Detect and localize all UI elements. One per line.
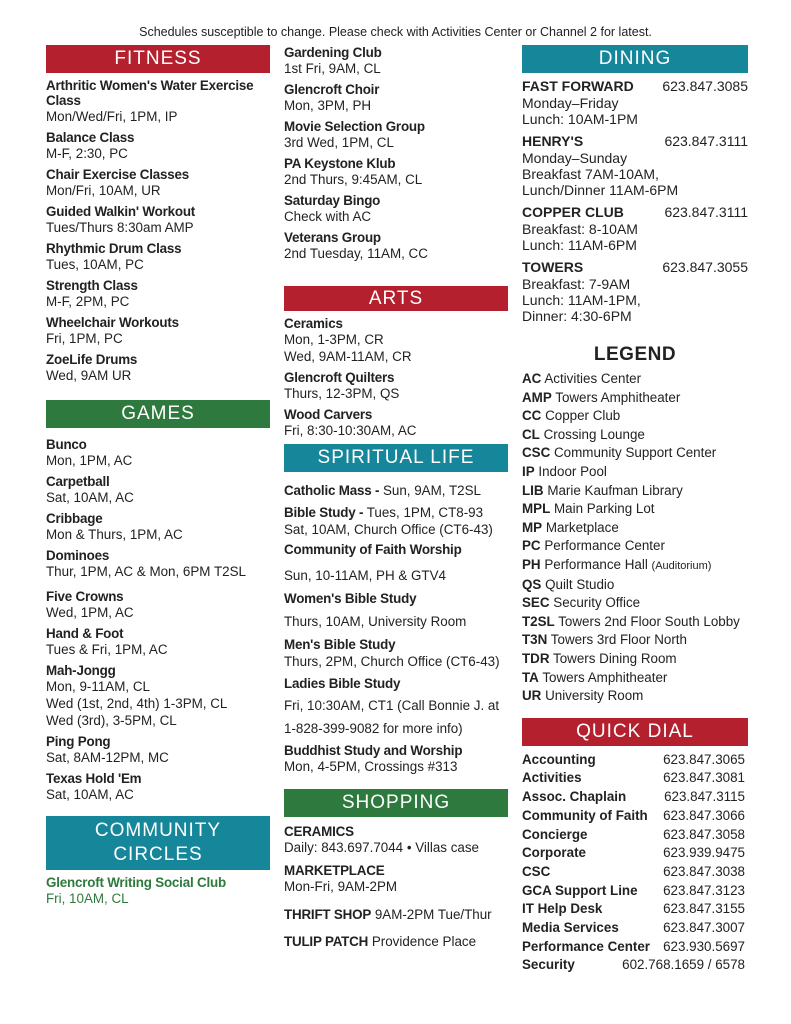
list-item	[46, 474, 270, 506]
legend-note: (Auditorium)	[651, 559, 712, 572]
legend-code: PC	[522, 538, 541, 554]
item-detail: Wed, 1PM, AC	[46, 605, 134, 620]
legend-code: T2SL	[522, 613, 555, 629]
item-title: Gardening Club	[284, 45, 382, 60]
item-detail: Tues, 1PM, CT8-93	[366, 505, 484, 520]
venue-hours: Dinner: 4:30-6PM	[522, 308, 632, 324]
legend-code: CC	[522, 408, 542, 424]
list-item	[284, 637, 508, 672]
item-detail: Fri, 10:30AM, CT1 (Call Bonnie J. at	[284, 698, 500, 713]
item-detail: Providence Place	[371, 934, 477, 949]
venue-phone: 623.847.3111	[664, 133, 748, 149]
dining-header: DINING	[522, 45, 748, 73]
list-item	[284, 156, 508, 188]
item-title: Guided Walkin' Workout	[46, 204, 196, 219]
quickdial-phone: 623.847.3038	[663, 863, 745, 879]
item-title: Veterans Group	[284, 230, 381, 245]
item-title: ZoeLife Drums	[46, 352, 138, 367]
quickdial-name: Accounting	[522, 751, 596, 767]
list-item	[46, 241, 270, 273]
venue-hours: Breakfast: 8-10AM	[522, 221, 638, 237]
quickdial-phone: 623.847.3155	[663, 901, 745, 917]
list-item	[284, 482, 508, 499]
legend-code: AC	[522, 371, 542, 386]
legend-entry	[522, 407, 748, 426]
item-detail: Mon/Fri, 10AM, UR	[46, 183, 161, 198]
quickdial-entry	[522, 938, 748, 957]
legend-label: Towers 2nd Floor South Lobby	[558, 613, 740, 629]
legend-code: SEC	[522, 595, 550, 611]
list-item	[284, 824, 508, 857]
item-title: Wheelchair Workouts	[46, 315, 179, 330]
column-left	[46, 45, 270, 907]
item-detail: Sun, 9AM, T2SL	[382, 483, 481, 498]
item-title: Balance Class	[46, 130, 135, 145]
item-title: THRIFT SHOP	[284, 907, 372, 922]
list-item	[46, 875, 270, 907]
item-title: TULIP PATCH	[284, 934, 369, 949]
item-title: Rhythmic Drum Class	[46, 241, 182, 256]
fitness-header: FITNESS	[46, 45, 270, 73]
item-title: Wood Carvers	[284, 407, 373, 422]
quickdial-list	[522, 751, 748, 975]
games-list	[46, 437, 270, 803]
spiritual-header: SPIRITUAL LIFE	[284, 444, 508, 472]
list-item	[46, 771, 270, 803]
venue-hours: Lunch: 10AM-1PM	[522, 111, 638, 127]
quickdial-phone: 623.847.3081	[663, 770, 745, 786]
community-header	[46, 816, 270, 870]
venue-phone: 623.847.3111	[664, 204, 748, 220]
quickdial-phone: 623.847.3066	[663, 807, 745, 823]
venue-name: COPPER CLUB	[522, 204, 624, 220]
legend-title: LEGEND	[593, 344, 677, 365]
item-detail: 1-828-399-9082 for more info)	[284, 721, 463, 736]
quickdial-entry	[522, 769, 748, 788]
list-item	[46, 548, 270, 580]
item-title: MARKETPLACE	[284, 863, 385, 878]
fitness-list	[46, 78, 270, 384]
quickdial-phone: 623.930.5697	[663, 938, 745, 954]
quickdial-name: Assoc. Chaplain	[522, 789, 627, 805]
dining-venue	[522, 132, 748, 198]
shopping-list	[284, 824, 508, 951]
item-title: Saturday Bingo	[284, 193, 381, 208]
legend-label: Performance Hall	[544, 556, 648, 572]
legend-label: Marketplace	[545, 519, 619, 535]
item-detail: Fri, 10AM, CL	[46, 891, 129, 906]
item-title: PA Keystone Klub	[284, 156, 396, 171]
item-detail: Mon, 9-11AM, CL	[46, 679, 150, 694]
quickdial-phone: 623.847.3007	[663, 920, 745, 936]
quickdial-name: Security	[522, 957, 575, 973]
legend-label: Main Parking Lot	[554, 501, 655, 517]
item-detail: Mon, 4-5PM, Crossings #313	[284, 759, 458, 774]
quickdial-entry	[522, 807, 748, 826]
list-item	[284, 45, 508, 77]
legend-label: Towers Dining Room	[553, 650, 677, 666]
item-detail: Mon, 3PM, PH	[284, 98, 372, 113]
games-header: GAMES	[46, 400, 270, 428]
legend-entry	[522, 650, 748, 669]
shopping-header: SHOPPING	[284, 789, 508, 817]
legend-code: QS	[522, 576, 542, 592]
item-title: Carpetball	[46, 474, 110, 489]
quickdial-name: Corporate	[522, 845, 586, 861]
legend-entry	[522, 444, 748, 463]
venue-phone: 623.847.3055	[662, 259, 748, 275]
quickdial-name: GCA Support Line	[522, 882, 638, 898]
legend-code: IP	[522, 463, 535, 479]
legend-entry	[522, 463, 748, 482]
quickdial-header: QUICK DIAL	[522, 718, 748, 746]
dining-venue	[522, 77, 748, 127]
list-item	[284, 743, 508, 776]
venue-hours: Breakfast: 7-9AM	[522, 276, 631, 292]
item-detail: Wed (3rd), 3-5PM, CL	[46, 713, 177, 728]
legend-entry	[522, 500, 748, 519]
list-item	[284, 370, 508, 402]
list-item	[46, 204, 270, 236]
item-title: Glencroft Writing Social Club	[46, 875, 226, 890]
legend-code: UR	[522, 688, 542, 704]
quickdial-entry	[522, 751, 748, 770]
item-title: Texas Hold 'Em	[46, 771, 142, 786]
legend-entry	[522, 613, 748, 632]
legend-label: Copper Club	[545, 408, 621, 424]
legend-code: PH	[522, 556, 541, 572]
dining-venue	[522, 258, 748, 324]
legend-code: CSC	[522, 445, 551, 461]
item-detail: 9AM-2PM Tue/Thur	[374, 907, 492, 922]
item-title: Buddhist Study and Worship	[284, 743, 463, 758]
legend-code: AMP	[522, 389, 552, 405]
arts-header: ARTS	[284, 286, 508, 311]
item-detail: Mon, 1PM, AC	[46, 453, 133, 468]
venue-row	[522, 203, 748, 221]
clubs-list	[284, 45, 508, 262]
list-item	[46, 511, 270, 543]
item-detail: Thurs, 12-3PM, QS	[284, 386, 400, 401]
quickdial-entry	[522, 956, 748, 975]
item-detail: Tues & Fri, 1PM, AC	[46, 642, 168, 657]
item-detail: Tues, 10AM, PC	[46, 257, 144, 272]
quickdial-entry	[522, 844, 748, 863]
venue-row	[522, 77, 748, 95]
venue-hours: Lunch: 11AM-6PM	[522, 237, 637, 253]
item-title: Community of Faith Worship	[284, 542, 462, 557]
legend-label: Crossing Lounge	[543, 426, 645, 442]
quickdial-phone: 623.939.9475	[663, 845, 745, 861]
list-item	[284, 82, 508, 114]
legend-entry	[522, 370, 748, 389]
quickdial-phone: 623.847.3065	[663, 751, 745, 767]
column-middle	[284, 45, 508, 951]
legend-entry	[522, 687, 748, 706]
quickdial-name: Media Services	[522, 920, 619, 936]
quickdial-entry	[522, 788, 748, 807]
legend-label: Security Office	[553, 595, 641, 611]
community-header-line2: CIRCLES	[113, 844, 203, 865]
venue-name: FAST FORWARD	[522, 78, 634, 94]
item-detail: Check with AC	[284, 209, 372, 224]
legend-list	[522, 370, 748, 706]
arts-list	[284, 316, 508, 439]
quickdial-phone: 623.847.3123	[663, 882, 745, 898]
list-item	[46, 626, 270, 658]
legend-entry	[522, 669, 748, 688]
legend-entry	[522, 482, 748, 501]
list-item	[46, 352, 270, 384]
item-detail: 3rd Wed, 1PM, CL	[284, 135, 394, 150]
item-title: Ceramics	[284, 316, 343, 331]
legend-entry	[522, 519, 748, 538]
item-detail: Sat, 10AM, Church Office (CT6-43)	[284, 522, 493, 537]
list-item	[46, 437, 270, 469]
item-title: Cribbage	[46, 511, 103, 526]
legend-code: MP	[522, 519, 543, 535]
quickdial-entry	[522, 882, 748, 901]
quickdial-entry	[522, 900, 748, 919]
item-title: Strength Class	[46, 278, 138, 293]
item-detail: Mon-Fri, 9AM-2PM	[284, 879, 398, 894]
list-item	[284, 542, 508, 586]
list-item	[284, 676, 508, 739]
list-item	[284, 193, 508, 225]
item-detail: Wed, 9AM UR	[46, 368, 132, 383]
item-title: Arthritic Women's Water Exercise Class	[46, 78, 254, 108]
legend-entry	[522, 537, 748, 556]
item-detail: Mon & Thurs, 1PM, AC	[46, 527, 183, 542]
quickdial-phone: 602.768.1659 / 6578	[622, 957, 745, 973]
item-title: Ladies Bible Study	[284, 676, 401, 691]
quickdial-name: IT Help Desk	[522, 901, 603, 917]
list-item	[46, 78, 270, 125]
quickdial-phone: 623.847.3058	[663, 826, 745, 842]
quickdial-name: Activities	[522, 770, 582, 786]
legend-label: Activities Center	[544, 371, 642, 386]
item-title: Movie Selection Group	[284, 119, 425, 134]
item-title: Dominoes	[46, 548, 110, 563]
item-detail: M-F, 2:30, PC	[46, 146, 128, 161]
legend-label: Performance Center	[544, 538, 665, 554]
schedule-notice: Schedules susceptible to change. Please check with Activities Center or Channel 2 for latest.	[139, 25, 652, 39]
community-header-line1: COMMUNITY	[94, 820, 222, 841]
item-detail: Sun, 10-11AM, PH & GTV4	[284, 568, 446, 583]
item-title: Ping Pong	[46, 734, 111, 749]
item-detail: Thur, 1PM, AC & Mon, 6PM T2SL	[46, 564, 246, 579]
item-detail: Mon, 1-3PM, CR	[284, 332, 384, 347]
quickdial-name: Community of Faith	[522, 807, 648, 823]
venue-name: HENRY'S	[522, 133, 584, 149]
legend-label: University Room	[545, 688, 644, 704]
venue-hours: Lunch: 11AM-1PM,	[522, 292, 641, 308]
item-detail: 1st Fri, 9AM, CL	[284, 61, 381, 76]
legend-entry	[522, 389, 748, 408]
legend-label: Indoor Pool	[538, 463, 607, 479]
list-item	[46, 589, 270, 621]
item-detail: Sat, 8AM-12PM, MC	[46, 750, 169, 765]
quickdial-entry	[522, 919, 748, 938]
quickdial-entry	[522, 863, 748, 882]
item-detail: M-F, 2PM, PC	[46, 294, 130, 309]
item-title: Chair Exercise Classes	[46, 167, 189, 182]
list-item	[46, 167, 270, 199]
legend-code: TDR	[522, 650, 550, 666]
item-title: Mah-Jongg	[46, 663, 116, 678]
list-item	[284, 906, 508, 924]
item-detail: Fri, 8:30-10:30AM, AC	[284, 423, 417, 438]
item-detail: Mon/Wed/Fri, 1PM, IP	[46, 109, 178, 124]
venue-phone: 623.847.3085	[662, 78, 748, 94]
list-item	[284, 863, 508, 896]
item-title: Glencroft Choir	[284, 82, 380, 97]
legend-entry	[522, 631, 748, 650]
item-detail: Wed (1st, 2nd, 4th) 1-3PM, CL	[46, 696, 228, 711]
legend-code: CL	[522, 426, 540, 442]
item-title: CERAMICS	[284, 824, 354, 839]
legend-label: Quilt Studio	[545, 576, 615, 592]
item-title: Women's Bible Study	[284, 591, 417, 606]
list-item	[284, 316, 508, 365]
venue-hours: Monday–Sunday	[522, 150, 628, 166]
legend-entry	[522, 576, 748, 595]
legend-code: MPL	[522, 501, 551, 517]
legend-entry	[522, 556, 748, 576]
item-detail: Tues/Thurs 8:30am AMP	[46, 220, 194, 235]
dining-venue	[522, 203, 748, 253]
list-item	[284, 933, 508, 951]
venue-name: TOWERS	[522, 259, 584, 275]
quickdial-phone: 623.847.3115	[664, 789, 745, 805]
item-detail: Thurs, 2PM, Church Office (CT6-43)	[284, 654, 500, 669]
legend-label: Marie Kaufman Library	[547, 482, 683, 498]
legend-label: Towers Amphitheater	[555, 389, 681, 405]
list-item	[46, 315, 270, 347]
legend-code: T3N	[522, 632, 548, 648]
quickdial-name: Concierge	[522, 826, 588, 842]
column-right	[522, 45, 748, 975]
legend-label: Towers 3rd Floor North	[550, 632, 687, 648]
item-detail: Sat, 10AM, AC	[46, 787, 134, 802]
list-item	[284, 119, 508, 151]
venue-hours: Monday–Friday	[522, 95, 619, 111]
legend-label: Community Support Center	[554, 445, 717, 461]
list-item	[284, 230, 508, 262]
list-item	[46, 734, 270, 766]
item-detail: 2nd Tuesday, 11AM, CC	[284, 246, 428, 261]
venue-hours: Breakfast 7AM-10AM,	[522, 166, 659, 182]
legend-entry	[522, 426, 748, 445]
item-detail: 2nd Thurs, 9:45AM, CL	[284, 172, 423, 187]
venue-row	[522, 132, 748, 150]
legend-code: LIB	[522, 482, 544, 498]
legend-entry	[522, 594, 748, 613]
item-detail: Sat, 10AM, AC	[46, 490, 134, 505]
item-title: Men's Bible Study	[284, 637, 396, 652]
list-item	[46, 130, 270, 162]
list-item	[284, 407, 508, 439]
legend-code: TA	[522, 669, 539, 685]
legend-label: Towers Amphitheater	[542, 669, 668, 685]
item-title: Bunco	[46, 437, 87, 452]
item-detail: Wed, 9AM-11AM, CR	[284, 349, 412, 364]
item-detail: Daily: 843.697.7044 • Villas case	[284, 840, 480, 855]
item-title: Bible Study -	[284, 505, 364, 520]
list-item	[46, 663, 270, 729]
venue-row	[522, 258, 748, 276]
item-title: Hand & Foot	[46, 626, 124, 641]
quickdial-name: CSC	[522, 863, 551, 879]
item-detail: Thurs, 10AM, University Room	[284, 614, 467, 629]
item-title: Glencroft Quilters	[284, 370, 395, 385]
item-title: Catholic Mass -	[284, 483, 380, 498]
quickdial-entry	[522, 826, 748, 845]
venue-hours: Lunch/Dinner 11AM-6PM	[522, 182, 679, 198]
item-detail: Fri, 1PM, PC	[46, 331, 123, 346]
list-item	[46, 278, 270, 310]
list-item	[284, 504, 508, 538]
quickdial-name: Performance Center	[522, 938, 651, 954]
item-title: Five Crowns	[46, 589, 124, 604]
spiritual-list	[284, 482, 508, 776]
list-item	[284, 591, 508, 632]
